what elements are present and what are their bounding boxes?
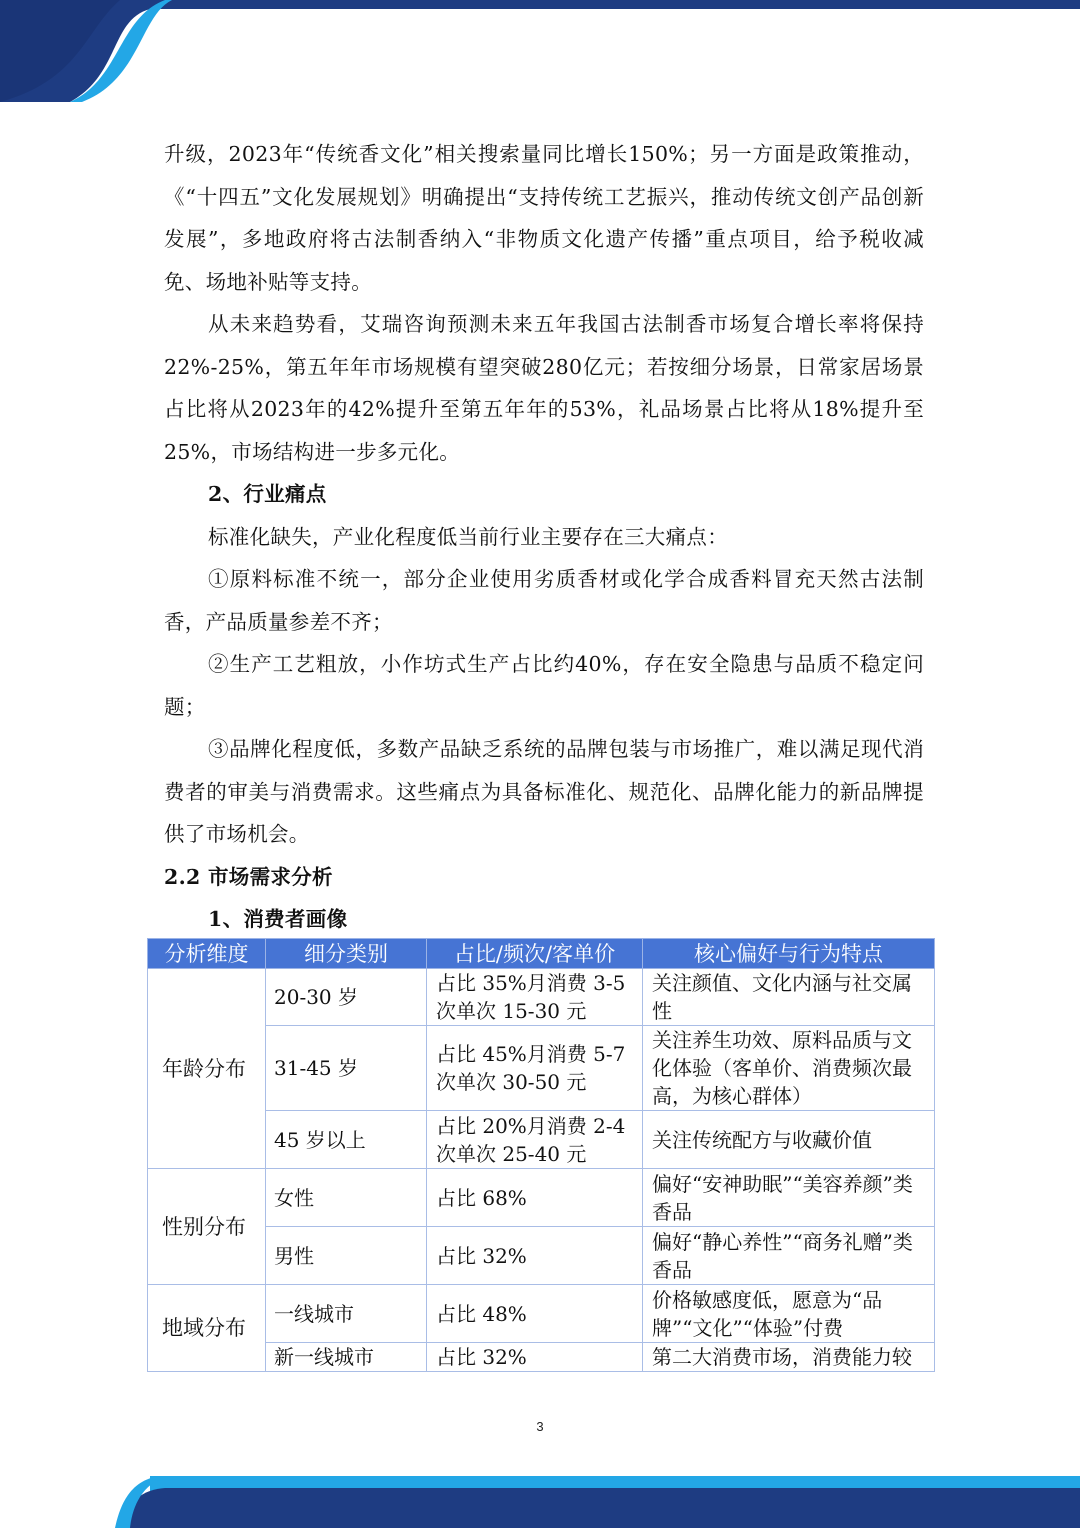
stat-cell: 占比 68% [427,1169,643,1227]
stat-cell: 占比 48% [427,1285,643,1343]
trait-cell: 关注传统配方与收藏价值 [643,1111,935,1169]
table-row [148,1169,935,1227]
table-row [148,1026,935,1111]
table-row [148,1343,935,1372]
header-decoration [0,0,1080,110]
trait-cell: 关注养生功效、原料品质与文化体验（客单价、消费频次最高，为核心群体） [643,1026,935,1111]
trait-cell: 第二大消费市场，消费能力较 [643,1343,935,1372]
paragraph: 升级，2023年“传统香文化”相关搜索量同比增长150%；另一方面是政策推动，《“十四五”文化发展规划》明确提出“支持传统工艺振兴，推动传统文创产品创新发展”，多地政府将古法制香纳入“非物质文化遗产传播”重点项目，给予税收减免、场地补贴等支持。 [164,142,924,294]
category-cell: 新一线城市 [266,1343,427,1372]
table-row [148,969,935,1026]
section-heading-pain-points: 2、行业痛点 [208,482,327,506]
pain-point-item: ②生产工艺粗放，小作坊式生产占比约40%，存在安全隐患与品质不稳定问题； [164,652,924,719]
trait-cell: 关注颜值、文化内涵与社交属性 [643,969,935,1026]
dimension-cell: 性别分布 [148,1169,266,1285]
category-cell: 45 岁以上 [266,1111,427,1169]
table-header-cell: 核心偏好与行为特点 [643,939,935,969]
stat-cell: 占比 32% [427,1227,643,1285]
table-header-cell: 占比/频次/客单价 [427,939,643,969]
paragraph: 从未来趋势看，艾瑞咨询预测未来五年我国古法制香市场复合增长率将保持22%-25%，第五年年市场规模有望突破280亿元；若按细分场景，日常家居场景占比将从2023年的42%提升至第五年年的53%，礼品场景占比将从18%提升至25%，市场结构进一步多元化。 [164,312,924,464]
table-row [148,1227,935,1285]
trait-cell: 价格敏感度低，愿意为“品牌”“文化”“体验”付费 [643,1285,935,1343]
stat-cell: 占比 35%月消费 3-5 次单次 15-30 元 [427,969,643,1026]
table-header-cell: 分析维度 [148,939,266,969]
page-number: 3 [536,1419,544,1434]
category-cell: 31-45 岁 [266,1026,427,1111]
table-row [148,1111,935,1169]
table-header-cell: 细分类别 [266,939,427,969]
trait-cell: 偏好“静心养性”“商务礼赠”类香品 [643,1227,935,1285]
section-heading-market-demand: 2.2 市场需求分析 [164,864,333,889]
stat-cell: 占比 45%月消费 5-7 次单次 30-50 元 [427,1026,643,1111]
subsection-heading-consumer-profile: 1、消费者画像 [208,907,348,931]
table-row [148,1285,935,1343]
stat-cell: 占比 20%月消费 2-4 次单次 25-40 元 [427,1111,643,1169]
category-cell: 一线城市 [266,1285,427,1343]
pain-point-item: ③品牌化程度低，多数产品缺乏系统的品牌包装与市场推广，难以满足现代消费者的审美与消费需求。这些痛点为具备标准化、规范化、品牌化能力的新品牌提供了市场机会。 [164,737,924,846]
category-cell: 20-30 岁 [266,969,427,1026]
paragraph: 标准化缺失，产业化程度低当前行业主要存在三大痛点： [208,524,728,549]
trait-cell: 偏好“安神助眠”“美容养颜”类香品 [643,1169,935,1227]
category-cell: 女性 [266,1169,427,1227]
pain-point-item: ①原料标准不统一，部分企业使用劣质香材或化学合成香料冒充天然古法制香，产品质量参差不齐； [164,567,924,634]
dimension-cell: 年龄分布 [148,969,266,1169]
document-body [164,133,924,941]
stat-cell: 占比 32% [427,1343,643,1372]
table-header-row [148,939,935,969]
consumer-profile-table [147,938,935,1372]
dimension-cell: 地域分布 [148,1285,266,1372]
footer-decoration [0,1470,1080,1528]
category-cell: 男性 [266,1227,427,1285]
